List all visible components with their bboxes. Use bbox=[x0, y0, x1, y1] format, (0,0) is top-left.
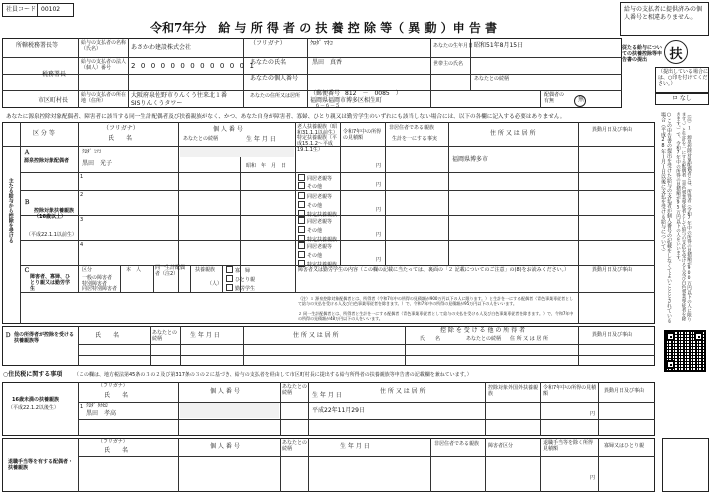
under16-row-num: 1 bbox=[80, 404, 84, 410]
row-b-desc: 控除対象扶養親族（16歳以上） bbox=[34, 208, 75, 220]
c-header-kubun: 区分 bbox=[82, 267, 93, 273]
row-b-sub: （平成22.1.1以前生） bbox=[26, 232, 77, 238]
col-elderly: 老人扶養親族（昭和31.1.1以前生） bbox=[297, 124, 338, 136]
d-col-change: 異動月日及び事由 bbox=[592, 332, 633, 338]
payer-name-label: 給与の支払者の名称（氏名） bbox=[81, 40, 127, 52]
retirement-col-income: 退職手当等を除く所得見積額 bbox=[543, 440, 594, 452]
under16-col-name: 氏 名 bbox=[104, 392, 129, 399]
side-note-box bbox=[655, 67, 709, 93]
under16-row-yen: 円 bbox=[590, 411, 596, 417]
payer-name: あさかわ建設株式会社 bbox=[131, 44, 192, 51]
address-line2: ６－６－５ bbox=[315, 103, 341, 109]
address-line1: 福岡県福岡市博多区相生町 bbox=[310, 97, 383, 104]
stamp-box bbox=[662, 438, 709, 492]
tax-office-label: 所轄税務署長等 bbox=[16, 42, 59, 49]
row3-opt2-checkbox[interactable] bbox=[298, 226, 305, 233]
retirement-row-yen: 円 bbox=[590, 475, 596, 481]
under16-label: 16歳未満の扶養親族 bbox=[12, 397, 59, 403]
payer-number-label: 給与の支払者の法人（個人）番号 bbox=[81, 59, 127, 71]
name-label: あなたの氏名 bbox=[250, 59, 287, 66]
note2: ２ 同一生計配偶者とは、所得者と生計を一にする配偶者（青色事業専従者として給与の支払を受ける人及び白色事業専従者を除きます。）で、令和7年中の所得の見積額が48万円以下の人をいいます。 bbox=[298, 311, 574, 321]
single-parent-checkbox[interactable] bbox=[226, 275, 233, 282]
row-num-3: 3 bbox=[80, 217, 84, 223]
under16-row-name: 黒田 孝高 bbox=[86, 410, 117, 417]
col-change: 異動月日及び事由 bbox=[592, 127, 633, 133]
under16-sub: （平成22.1.2以後生） bbox=[8, 405, 59, 411]
col-furigana: （フリガナ） bbox=[103, 125, 139, 132]
payer-address-label: 給与の支払者の所在地（住所） bbox=[81, 92, 127, 104]
d-col-other: 控 除 を 受 け る 他 の 所 得 者 bbox=[440, 327, 526, 334]
row-num-4: 4 bbox=[80, 242, 84, 248]
spouse-label: 配偶者の有無 bbox=[544, 92, 565, 104]
row-a-name: 黒田 光子 bbox=[82, 160, 113, 167]
note1: （注）１ 源泉控除対象配偶者とは、所得者（令和7年中の所得の見積額が900万円以下の人に限ります。）と生計を一にする配偶者（青色事業専従者として給与の支払を受ける人及び白色事業専従者を除きます。）で、令和7年中の所得の見積額が95万円以下の人をいいます。 bbox=[298, 296, 574, 306]
furigana-label: （フリガナ） bbox=[250, 40, 286, 47]
employee-code-label: 社員コード bbox=[6, 6, 37, 13]
row2-yen: 円 bbox=[376, 207, 382, 213]
row2-options: 同居老親等 その他 特定扶養親族 bbox=[298, 192, 337, 219]
side-label: 主たる給与から控除を受ける bbox=[7, 178, 14, 243]
col-birth: 生 年 月 日 bbox=[246, 136, 276, 143]
c-row-cohabit: 同居特別障害者 bbox=[82, 286, 118, 292]
payer-address-line2: SISりんくうタワー bbox=[131, 100, 183, 107]
row-a-birth: 昭和 年 月 日 bbox=[246, 163, 287, 169]
row-num-1: 1 bbox=[80, 174, 84, 180]
payer-number: 2 0 0 0 0 0 0 0 0 0 0 0 1 bbox=[131, 62, 256, 70]
col-name: 氏 名 bbox=[108, 135, 133, 142]
c-rows bbox=[82, 276, 117, 293]
col-nonresident: 非居住者である親族 bbox=[389, 125, 435, 131]
fu-mark: 扶 bbox=[664, 40, 688, 64]
row1-yen: 円 bbox=[376, 182, 382, 188]
birth-label: あなたの生年月日 bbox=[433, 43, 474, 49]
postal-label: （郵便番号 bbox=[310, 90, 341, 97]
tax-office-chief-label: 税務署長 bbox=[42, 71, 67, 78]
under16-col-income: 令和7年中の所得の見積額 bbox=[543, 385, 597, 397]
employee-code-box bbox=[2, 3, 74, 17]
c-status-options: 寡 婦 ひとり親 勤労学生 bbox=[226, 266, 255, 293]
row-a-address: 福岡県博多市 bbox=[452, 156, 489, 163]
d-col-other-name: 氏 名 bbox=[420, 336, 441, 342]
postal: 812 － 0085 ） bbox=[345, 90, 402, 97]
under16-col-address: 住 所 又 は 居 所 bbox=[380, 388, 426, 395]
c-label: Ｃ bbox=[24, 267, 31, 274]
row3-opt3-checkbox[interactable] bbox=[298, 235, 305, 242]
row-b-label: Ｂ bbox=[24, 199, 31, 206]
householder-label: 世帯主の氏名 bbox=[433, 61, 464, 67]
row4-yen: 円 bbox=[376, 257, 382, 263]
row-a-yen: 円 bbox=[376, 163, 382, 169]
under16-col-furigana: （フリガナ） bbox=[98, 383, 128, 389]
row1-options: 同居老親等 その他 bbox=[298, 174, 332, 190]
row3-yen: 円 bbox=[376, 232, 382, 238]
row-a-furigana: ｸﾛﾀﾞ ﾐﾂｺ bbox=[82, 149, 102, 155]
payer-address-line1: 大阪府泉佐野市りんくう往来北１番 bbox=[131, 92, 228, 99]
d-label: Ｄ bbox=[5, 332, 12, 339]
under16-col-relation: あなたとの続柄 bbox=[282, 384, 308, 396]
right-vertical-note-2: （注）１ 源泉控除対象配偶者とは、所得者（令和7年中の所得の見積額が900万円以下の人に限ります。）と生計を一にする配偶者（青色事業専従者として給与の支払を受ける人及び白色事業専従者を除きます。）で、令和7年中の所得の見積額が95万円以下の人をいいます。 bbox=[675, 112, 692, 322]
employee-code: 00102 bbox=[41, 6, 61, 13]
form-title: 令和7年分 給 与 所 得 者 の 扶 養 控 除 等（ 異 動 ）申 告 書 bbox=[150, 21, 498, 35]
d-col-birth: 生 年 月 日 bbox=[190, 332, 220, 339]
relation-label: あなたとの続柄 bbox=[474, 76, 510, 82]
retirement-label: 退職手当等を有する配偶者・扶養親族 bbox=[8, 459, 74, 471]
birth: 昭和51年8月15日 bbox=[474, 42, 524, 49]
name: 黒田 真香 bbox=[312, 59, 343, 66]
retirement-col-disabled: 障害者区分 bbox=[488, 443, 514, 449]
student-checkbox[interactable] bbox=[226, 284, 233, 291]
col-specific: 特定扶養親族（平成15.1.2～平成19.1.1生） bbox=[297, 135, 338, 153]
c-header-self: 本 人 bbox=[126, 267, 142, 273]
right-vertical-note: ○この申告書の提出を受けた給与の支払者が個人番号の記載をしなくてよいこととされている場合（平成28年１月１日以後に支払を受ける給与について） bbox=[660, 112, 672, 323]
d-col-other-rel: あなたとの続柄 bbox=[466, 336, 502, 342]
col-nonres-sub: 生計を一にする事実 bbox=[392, 136, 438, 142]
row4-options: 同居老親等 その他 特定扶養親族 bbox=[298, 242, 337, 269]
furigana: ｸﾛﾀﾞ ﾏｷｺ bbox=[310, 40, 333, 47]
under16-col-change: 異動月日及び事由 bbox=[604, 388, 645, 394]
resident-title: ○住民税に関する事項 bbox=[3, 371, 63, 378]
row3-options: 同居老親等 その他 特定扶養親族 bbox=[298, 217, 337, 244]
c-desc: 障害者、寡婦、ひとり親又は勤労学生 bbox=[30, 274, 71, 292]
col-income: 令和7年中の所得の見積額 bbox=[343, 129, 382, 141]
qr-code bbox=[664, 330, 706, 372]
row2-opt3-checkbox[interactable] bbox=[298, 210, 305, 217]
under16-mynumber-cells bbox=[180, 403, 279, 418]
under16-col-exempt: 控除対象外国外扶養親族 bbox=[488, 385, 539, 397]
c-row-general: 一般の障害者 bbox=[82, 275, 113, 281]
col-address: 住 所 又 は 居 所 bbox=[490, 130, 536, 137]
c-row-special: 特別障害者 bbox=[82, 280, 108, 287]
c-change: 異動月日及び事由 bbox=[592, 267, 633, 273]
top-note: 給与の支払者に提供済みの個人番号と相違ありません。 bbox=[624, 6, 703, 22]
row-a-label: Ａ bbox=[24, 149, 31, 156]
under16-col-mynumber: 個 人 番 号 bbox=[210, 388, 240, 395]
col-kubun: 区 分 等 bbox=[33, 130, 55, 137]
row3-opt1-checkbox[interactable] bbox=[298, 217, 305, 224]
retirement-col-birth: 生 年 月 日 bbox=[340, 443, 370, 450]
row4-opt2-checkbox[interactable] bbox=[298, 251, 305, 258]
city-label: 市区町村長 bbox=[38, 97, 69, 104]
row1-opt2-checkbox[interactable] bbox=[298, 182, 305, 189]
d-col-name: 氏 名 bbox=[95, 332, 120, 339]
d-col-address: 住 所 又 は 居 所 bbox=[293, 332, 339, 339]
c-detail-label: 障害者又は勤労学生の内容（この欄の記載に当たっては、裏面の「２ 記載についてのご注意」の(8)をお読みください。） bbox=[298, 267, 570, 273]
spouse-value: 無 bbox=[578, 96, 585, 103]
under16-row-furigana: ｸﾛﾀﾞ ﾀｶﾋﾛ bbox=[86, 403, 108, 409]
retirement-col-nonres: 非居住者である親族 bbox=[434, 441, 480, 447]
d-col-relation: あなたとの続柄 bbox=[152, 330, 178, 342]
col-relation: あなたとの続柄 bbox=[183, 136, 219, 142]
d-col-other-addr: 住 所 又 は 居 所 bbox=[510, 336, 548, 342]
none-box: ロ なし bbox=[655, 93, 709, 105]
under16-col-birth: 生 年 月 日 bbox=[312, 392, 342, 399]
col-mynumber: 個 人 番 号 bbox=[213, 126, 243, 133]
side-note: 従たる給与についての扶養控除等申告書の提出 bbox=[622, 45, 663, 63]
row4-opt1-checkbox[interactable] bbox=[298, 242, 305, 249]
c-header-count: （人） bbox=[207, 281, 223, 287]
row-a-desc: 源泉控除対象配偶者 bbox=[24, 158, 70, 164]
retirement-col-mynumber: 個 人 番 号 bbox=[210, 443, 240, 450]
mynumber-label: あなたの個人番号 bbox=[250, 75, 299, 82]
row-a-mynumber-cells bbox=[180, 147, 294, 157]
row1-opt1-checkbox[interactable] bbox=[298, 174, 305, 181]
resident-desc: （この欄は、地方税法第45条の３の２及び第317条の３の２に基づき、給与の支払者を経由して市区町村長に提出する給与所得者の扶養親族等申告書の記載欄を兼ねています。） bbox=[74, 372, 472, 378]
retirement-col-name: 氏 名 bbox=[104, 447, 129, 454]
row2-opt2-checkbox[interactable] bbox=[298, 201, 305, 208]
retirement-col-relation: あなたとの続柄 bbox=[282, 440, 308, 452]
row4-opt3-checkbox[interactable] bbox=[298, 260, 305, 267]
c-header-dep: 扶養親族 bbox=[195, 267, 216, 273]
row2-opt1-checkbox[interactable] bbox=[298, 192, 305, 199]
instruction: あなたに源泉控除対象配偶者、障害者に該当する同一生計配偶者及び扶養親族がなく、かつ、あなた自身が障害者、寡婦、ひとり親又は勤労学生のいずれにも該当しない場合には、以下の各欄に記入する必要はありません。 bbox=[6, 114, 566, 120]
side-note2: （提出している場合には、○印を付けてください。） bbox=[658, 69, 709, 87]
widow-checkbox[interactable] bbox=[226, 266, 233, 273]
top-note-box bbox=[620, 2, 709, 36]
c-header-spouse: 同一生計配偶者（注2） bbox=[155, 265, 186, 277]
retirement-col-change: 寡婦又はひとり親 bbox=[604, 443, 645, 449]
retirement-col-furigana: （フリガナ） bbox=[98, 439, 128, 445]
address-label: あなたの住所又は居所 bbox=[250, 93, 301, 99]
row-num-2: 2 bbox=[80, 192, 84, 198]
under16-row-birth: 平成22年11月29日 bbox=[312, 407, 365, 414]
d-desc: 他の所得者が控除を受ける扶養親族等 bbox=[14, 332, 75, 344]
spouse-circle bbox=[574, 95, 586, 107]
